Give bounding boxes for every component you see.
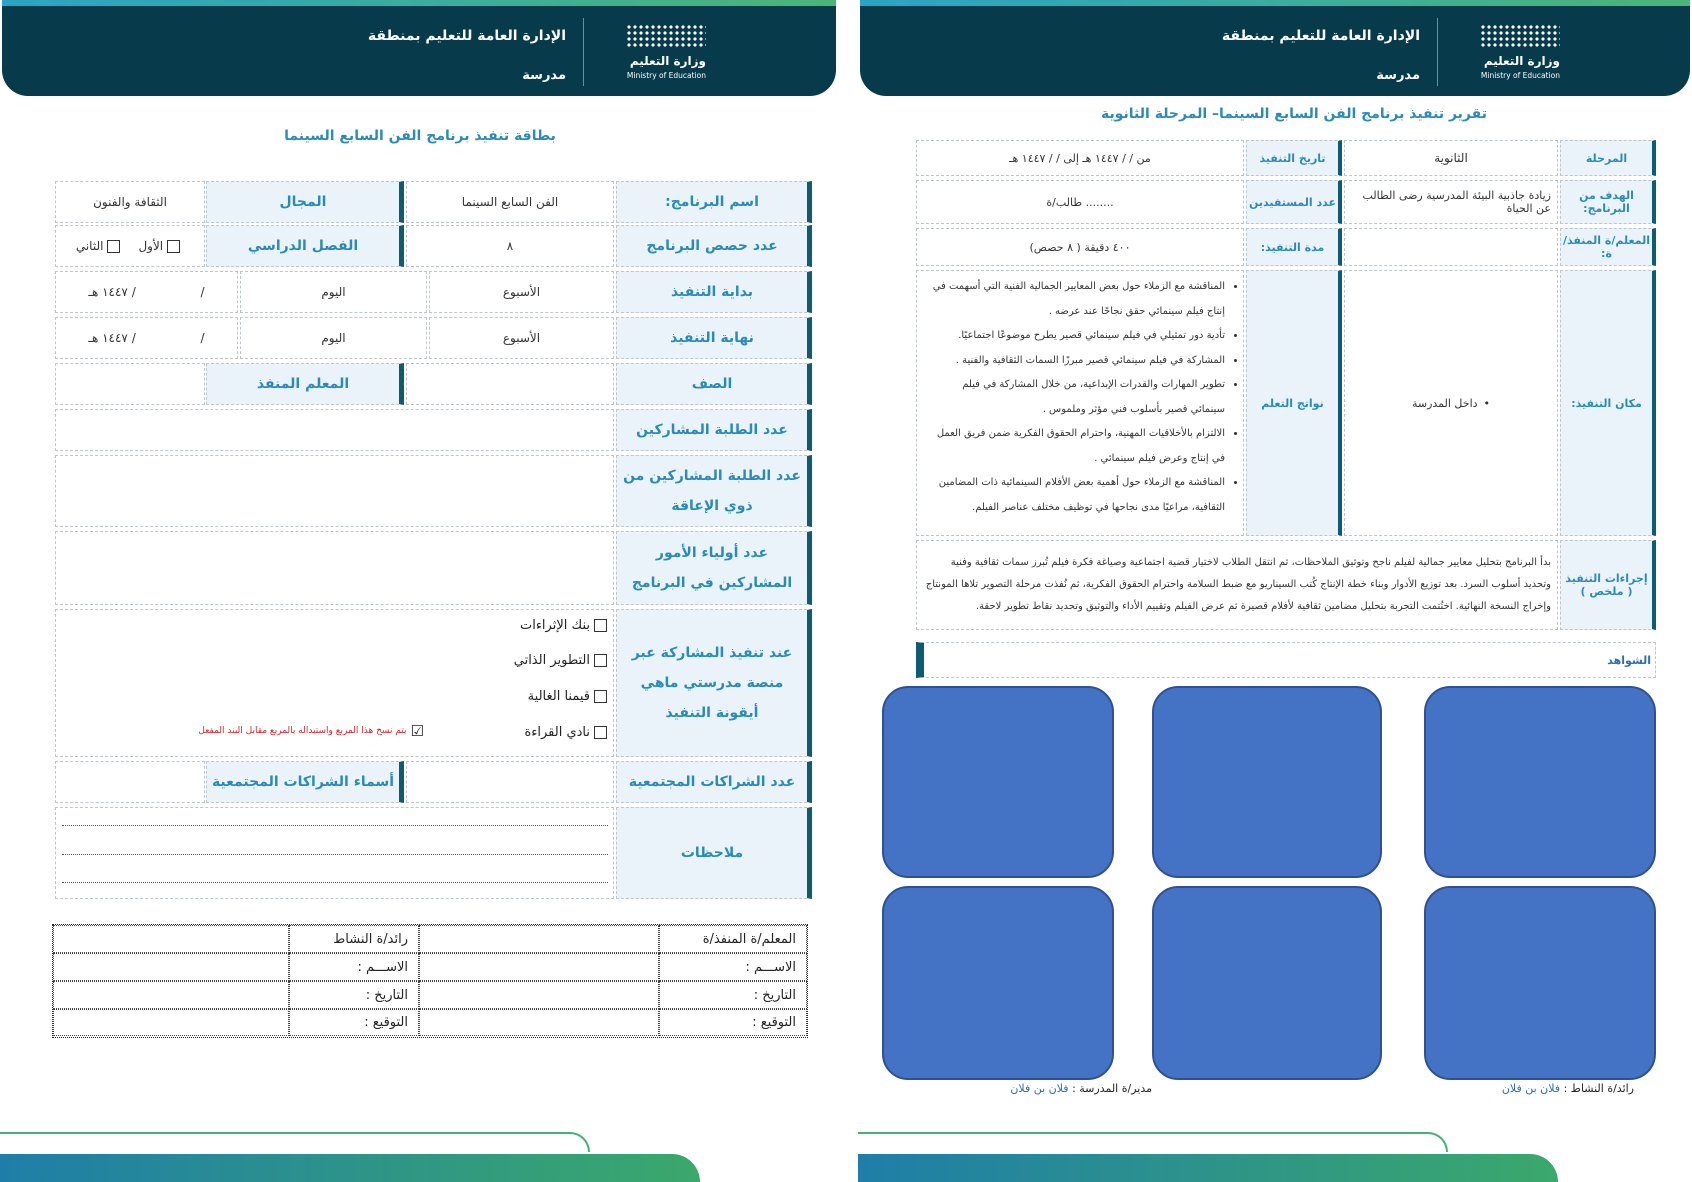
ministry-logo-icon: [616, 24, 706, 84]
option-self-development[interactable]: [505, 653, 611, 668]
principal-signature: [1010, 1082, 1152, 1095]
logo-dots-icon: [1480, 24, 1560, 48]
start-week: الأسبوع: [429, 271, 614, 313]
principal-signature-label: مدير/ة المدرسة :: [1072, 1082, 1152, 1095]
leader-signature: [1502, 1082, 1634, 1095]
ministry-logo-icon: [1470, 24, 1560, 84]
execution-card-page: [0, 0, 838, 1182]
end-week: الأسبوع: [429, 317, 614, 359]
outcome-item: • المشاركة في فيلم سينمائي قصير مبرزًا السمات الثقافية والفنية .: [925, 349, 1225, 374]
end-date-value: [55, 317, 238, 359]
outcome-item: • الالتزام بالأخلاقيات المهنية، واحترام الحقوق الفكرية ضمن فريق العمل في إنتاج وعرض فيلم سينمائي .: [925, 422, 1225, 471]
option-enrichment-label: بنك الإثراءات: [519, 618, 590, 633]
leader-date-label: التاريخ :: [289, 981, 419, 1009]
logo-english-text: Ministry of Education: [626, 71, 706, 80]
parents-count-value[interactable]: [55, 531, 614, 605]
logo-english-text: Ministry of Education: [1480, 71, 1560, 80]
teacher-date-label: التاريخ :: [659, 981, 807, 1009]
option-enrichment-checkbox[interactable]: [594, 619, 607, 632]
executing-teacher-value[interactable]: [55, 363, 205, 405]
teacher-name-field[interactable]: [419, 953, 659, 981]
option-self-development-label: التطوير الذاتي: [513, 653, 590, 668]
header-school: مدرسة: [1376, 68, 1420, 83]
header-title: الإدارة العامة للتعليم بمنطقة: [1221, 28, 1420, 44]
leader-signature-field[interactable]: [53, 1009, 289, 1036]
start-date-year: / ١٤٤٧ هـ: [88, 285, 136, 299]
evidence-photo-placeholder[interactable]: [1152, 686, 1382, 878]
option-values-label: قيمنا الغالية: [527, 689, 590, 704]
page-header: [2, 6, 836, 96]
option-reading-checkbox[interactable]: [594, 726, 607, 739]
outcome-item: • تطوير المهارات والقدرات الإبداعية، من خلال المشاركة في فيلم سينمائي قصير بأسلوب فني مؤثر وملموس .: [925, 373, 1225, 422]
footer-line: [858, 1132, 1448, 1152]
header-divider: [1437, 18, 1438, 86]
goal-label: الهدف من البرنامج:: [1560, 180, 1656, 224]
checked-box-icon: ☑: [410, 722, 424, 740]
teacher-title-space: [419, 925, 659, 953]
teacher-title: المعلم/ة المنفذ/ة: [659, 925, 807, 953]
option-self-development-checkbox[interactable]: [594, 654, 607, 667]
outcome-item: • المناقشة مع الزملاء حول أهمية بعض الأفلام السينمائية ذات المضامين الثقافية، مراعيًا مدى نجاحها في توظيف مختلف عناصر الفيلم.: [925, 471, 1225, 520]
partnerships-names-value[interactable]: [55, 761, 205, 803]
evidence-photo-placeholder[interactable]: [1424, 686, 1656, 878]
report-title: تقرير تنفيذ برنامج الفن السابع السينما– المرحلة الثانوية: [1101, 106, 1487, 122]
header-school: مدرسة: [522, 68, 566, 83]
start-day: اليوم: [240, 271, 427, 313]
leader-signature-label: التوقيع :: [289, 1009, 419, 1036]
leader-date-field[interactable]: [53, 981, 289, 1009]
outcomes-list: [917, 271, 1243, 524]
option-precious-values[interactable]: [505, 689, 611, 704]
start-date-slash: /: [200, 285, 205, 299]
semester-first-checkbox[interactable]: [167, 240, 180, 253]
option-values-checkbox[interactable]: [594, 690, 607, 703]
teacher-signature-label: التوقيع :: [659, 1009, 807, 1036]
footer-line: [0, 1132, 590, 1152]
evidence-bar: [916, 642, 1656, 678]
beneficiaries-label: عدد المستفيدين: [1246, 180, 1342, 224]
semester-label: الفصل الدراسي: [206, 225, 404, 267]
evidence-photo-placeholder[interactable]: [882, 886, 1114, 1080]
class-value[interactable]: [406, 363, 614, 405]
procedures-label: إجراءات التنفيذ ( ملخص ): [1560, 540, 1656, 630]
semester-first-label: الأول: [138, 239, 164, 253]
evidence-photo-placeholder[interactable]: [1152, 886, 1382, 1080]
stage-label: المرحلة: [1560, 140, 1656, 176]
notes-box[interactable]: [55, 807, 614, 899]
partnerships-count-label: عدد الشراكات المجتمعية: [616, 761, 812, 803]
leader-name-field[interactable]: [53, 953, 289, 981]
executing-teacher-label: المعلم المنفذ: [206, 363, 404, 405]
end-date-label: نهاية التنفيذ: [616, 317, 812, 359]
notes-line: [62, 825, 608, 826]
option-reading-club[interactable]: [505, 725, 611, 740]
outcomes-list-box: [916, 270, 1244, 536]
class-label: الصف: [616, 363, 812, 405]
disabled-students-value[interactable]: [55, 455, 614, 527]
teacher-signature-field[interactable]: [419, 1009, 659, 1036]
page-header: [860, 6, 1690, 96]
platform-note: [200, 722, 424, 740]
procedures-value: بدأ البرنامج بتحليل معايير جمالية لفيلم ناجح وتوثيق الملاحظات، ثم انتقل الطلاب لاختيار قضية اجتماعية وصياغة فكرة فيلم تُبرز سمات ثقافية وفنية وتحديد أسلوب السرد. بعد توزيع الأدوار وبناء خطة الإنتاج كُتب السيناريو مع ضبط السلامة واحترام الحقوق الفكرية، ثم نُفذت مرحلة التصوير تلاها المونتاج وإخراج النسخة النهائية. اختُتمت التجربة بتحليل مضامين ثقافية لأفلام قصيرة ثم عرض الفيلم وتقييم الأداء والتوثيق وتحديد نقاط تطوير لاحقة.: [916, 540, 1558, 630]
footer-bar: [0, 1154, 700, 1182]
beneficiaries-value: ........ طالب/ة: [916, 180, 1244, 224]
start-date-value: [55, 271, 238, 313]
outcome-item: • تأدية دور تمثيلي في فيلم سينمائي قصير يطرح موضوعًا اجتماعيًا.: [925, 324, 1225, 349]
execution-date-label: تاريخ التنفيذ: [1246, 140, 1342, 176]
teacher-label: المعلم/ة المنفذ/ة:: [1560, 228, 1656, 266]
sessions-label: عدد حصص البرنامج: [616, 225, 812, 267]
header-title: الإدارة العامة للتعليم بمنطقة: [367, 28, 566, 44]
execution-date-value: من / / ١٤٤٧ هـ إلى / / ١٤٤٧ هـ: [916, 140, 1244, 176]
leader-name-label: الاســـم :: [289, 953, 419, 981]
principal-signature-value: فلان بن فلان: [1010, 1082, 1069, 1095]
option-reading-label: نادي القراءة: [524, 725, 590, 740]
program-name-label: اسم البرنامج:: [616, 181, 812, 223]
leader-signature-label: رائد/ة النشاط :: [1563, 1082, 1634, 1095]
outcome-item: • المناقشة مع الزملاء حول بعض المعايير الجمالية الفنية التي أسهمت في إنتاج فيلم سينمائي حقق نجاحًا عند عرضه .: [925, 275, 1225, 324]
disabled-students-label: عدد الطلبة المشاركين من ذوي الإعاقة: [616, 455, 812, 527]
place-bullet-icon: •: [1483, 396, 1491, 410]
header-divider: [583, 18, 584, 86]
logo-dots-icon: [626, 24, 706, 48]
place-value-text: داخل المدرسة: [1411, 396, 1478, 410]
card-title: بطاقة تنفيذ برنامج الفن السابع السينما: [284, 128, 556, 144]
end-date-year: / ١٤٤٧ هـ: [88, 331, 136, 345]
logo-arabic-text: وزارة التعليم: [629, 54, 706, 68]
students-count-label: عدد الطلبة المشاركين: [616, 409, 812, 451]
leader-title: رائد/ة النشاط: [289, 925, 419, 953]
page-gutter: [838, 0, 858, 1182]
notes-line: [62, 854, 608, 855]
semester-second-checkbox[interactable]: [107, 240, 120, 253]
end-date-slash: /: [200, 331, 205, 345]
program-name-value: الفن السابع السينما: [406, 181, 614, 223]
notes-line: [62, 882, 608, 883]
option-enrichment-bank[interactable]: [505, 618, 611, 633]
students-count-value[interactable]: [55, 409, 614, 451]
leader-title-space: [53, 925, 289, 953]
domain-value: الثقافة والفنون: [55, 181, 205, 223]
evidence-photo-placeholder[interactable]: [882, 686, 1114, 878]
end-day: اليوم: [240, 317, 427, 359]
goal-value: زيادة جاذبية البيئة المدرسية رضى الطالب عن الحياة: [1344, 180, 1558, 224]
notes-label: ملاحظات: [616, 807, 812, 899]
duration-value: ٤٠٠ دقيقة ( ٨ حصص): [916, 228, 1244, 266]
stage-value: الثانوية: [1344, 140, 1558, 176]
teacher-value[interactable]: [1344, 228, 1558, 266]
domain-label: المجال: [206, 181, 404, 223]
platform-label: عند تنفيذ المشاركة عبر منصة مدرستي ماهي أيقونة التنفيذ: [616, 609, 812, 757]
place-label: مكان التنفيذ:: [1560, 270, 1656, 536]
execution-report-page: [858, 0, 1692, 1182]
page-footer: [858, 1152, 1692, 1182]
teacher-name-label: الاســـم :: [659, 953, 807, 981]
outcomes-label: نواتج التعلم: [1246, 270, 1342, 536]
platform-note-text: يتم نسخ هذا المربع واستبداله بالمربع مقابل البند المفعل: [198, 726, 407, 736]
evidence-label: الشواهد: [1607, 653, 1651, 667]
logo-arabic-text: وزارة التعليم: [1483, 54, 1560, 68]
teacher-date-field[interactable]: [419, 981, 659, 1009]
semester-second-label: الثاني: [75, 239, 104, 253]
semester-options: [55, 225, 205, 267]
leader-signature-value: فلان بن فلان: [1501, 1082, 1561, 1095]
sessions-value: ٨: [406, 225, 614, 267]
parents-count-label: عدد أولياء الأمور المشاركين في البرنامج: [616, 531, 812, 605]
partnerships-names-label: أسماء الشراكات المجتمعية: [206, 761, 404, 803]
signatures-table: [52, 924, 808, 1038]
place-value: [1344, 270, 1558, 536]
partnerships-count-value[interactable]: [406, 761, 614, 803]
footer-bar: [858, 1154, 1558, 1182]
page-footer: [0, 1152, 838, 1182]
duration-label: مدة التنفيذ:: [1246, 228, 1342, 266]
evidence-photo-placeholder[interactable]: [1424, 886, 1656, 1080]
start-date-label: بداية التنفيذ: [616, 271, 812, 313]
